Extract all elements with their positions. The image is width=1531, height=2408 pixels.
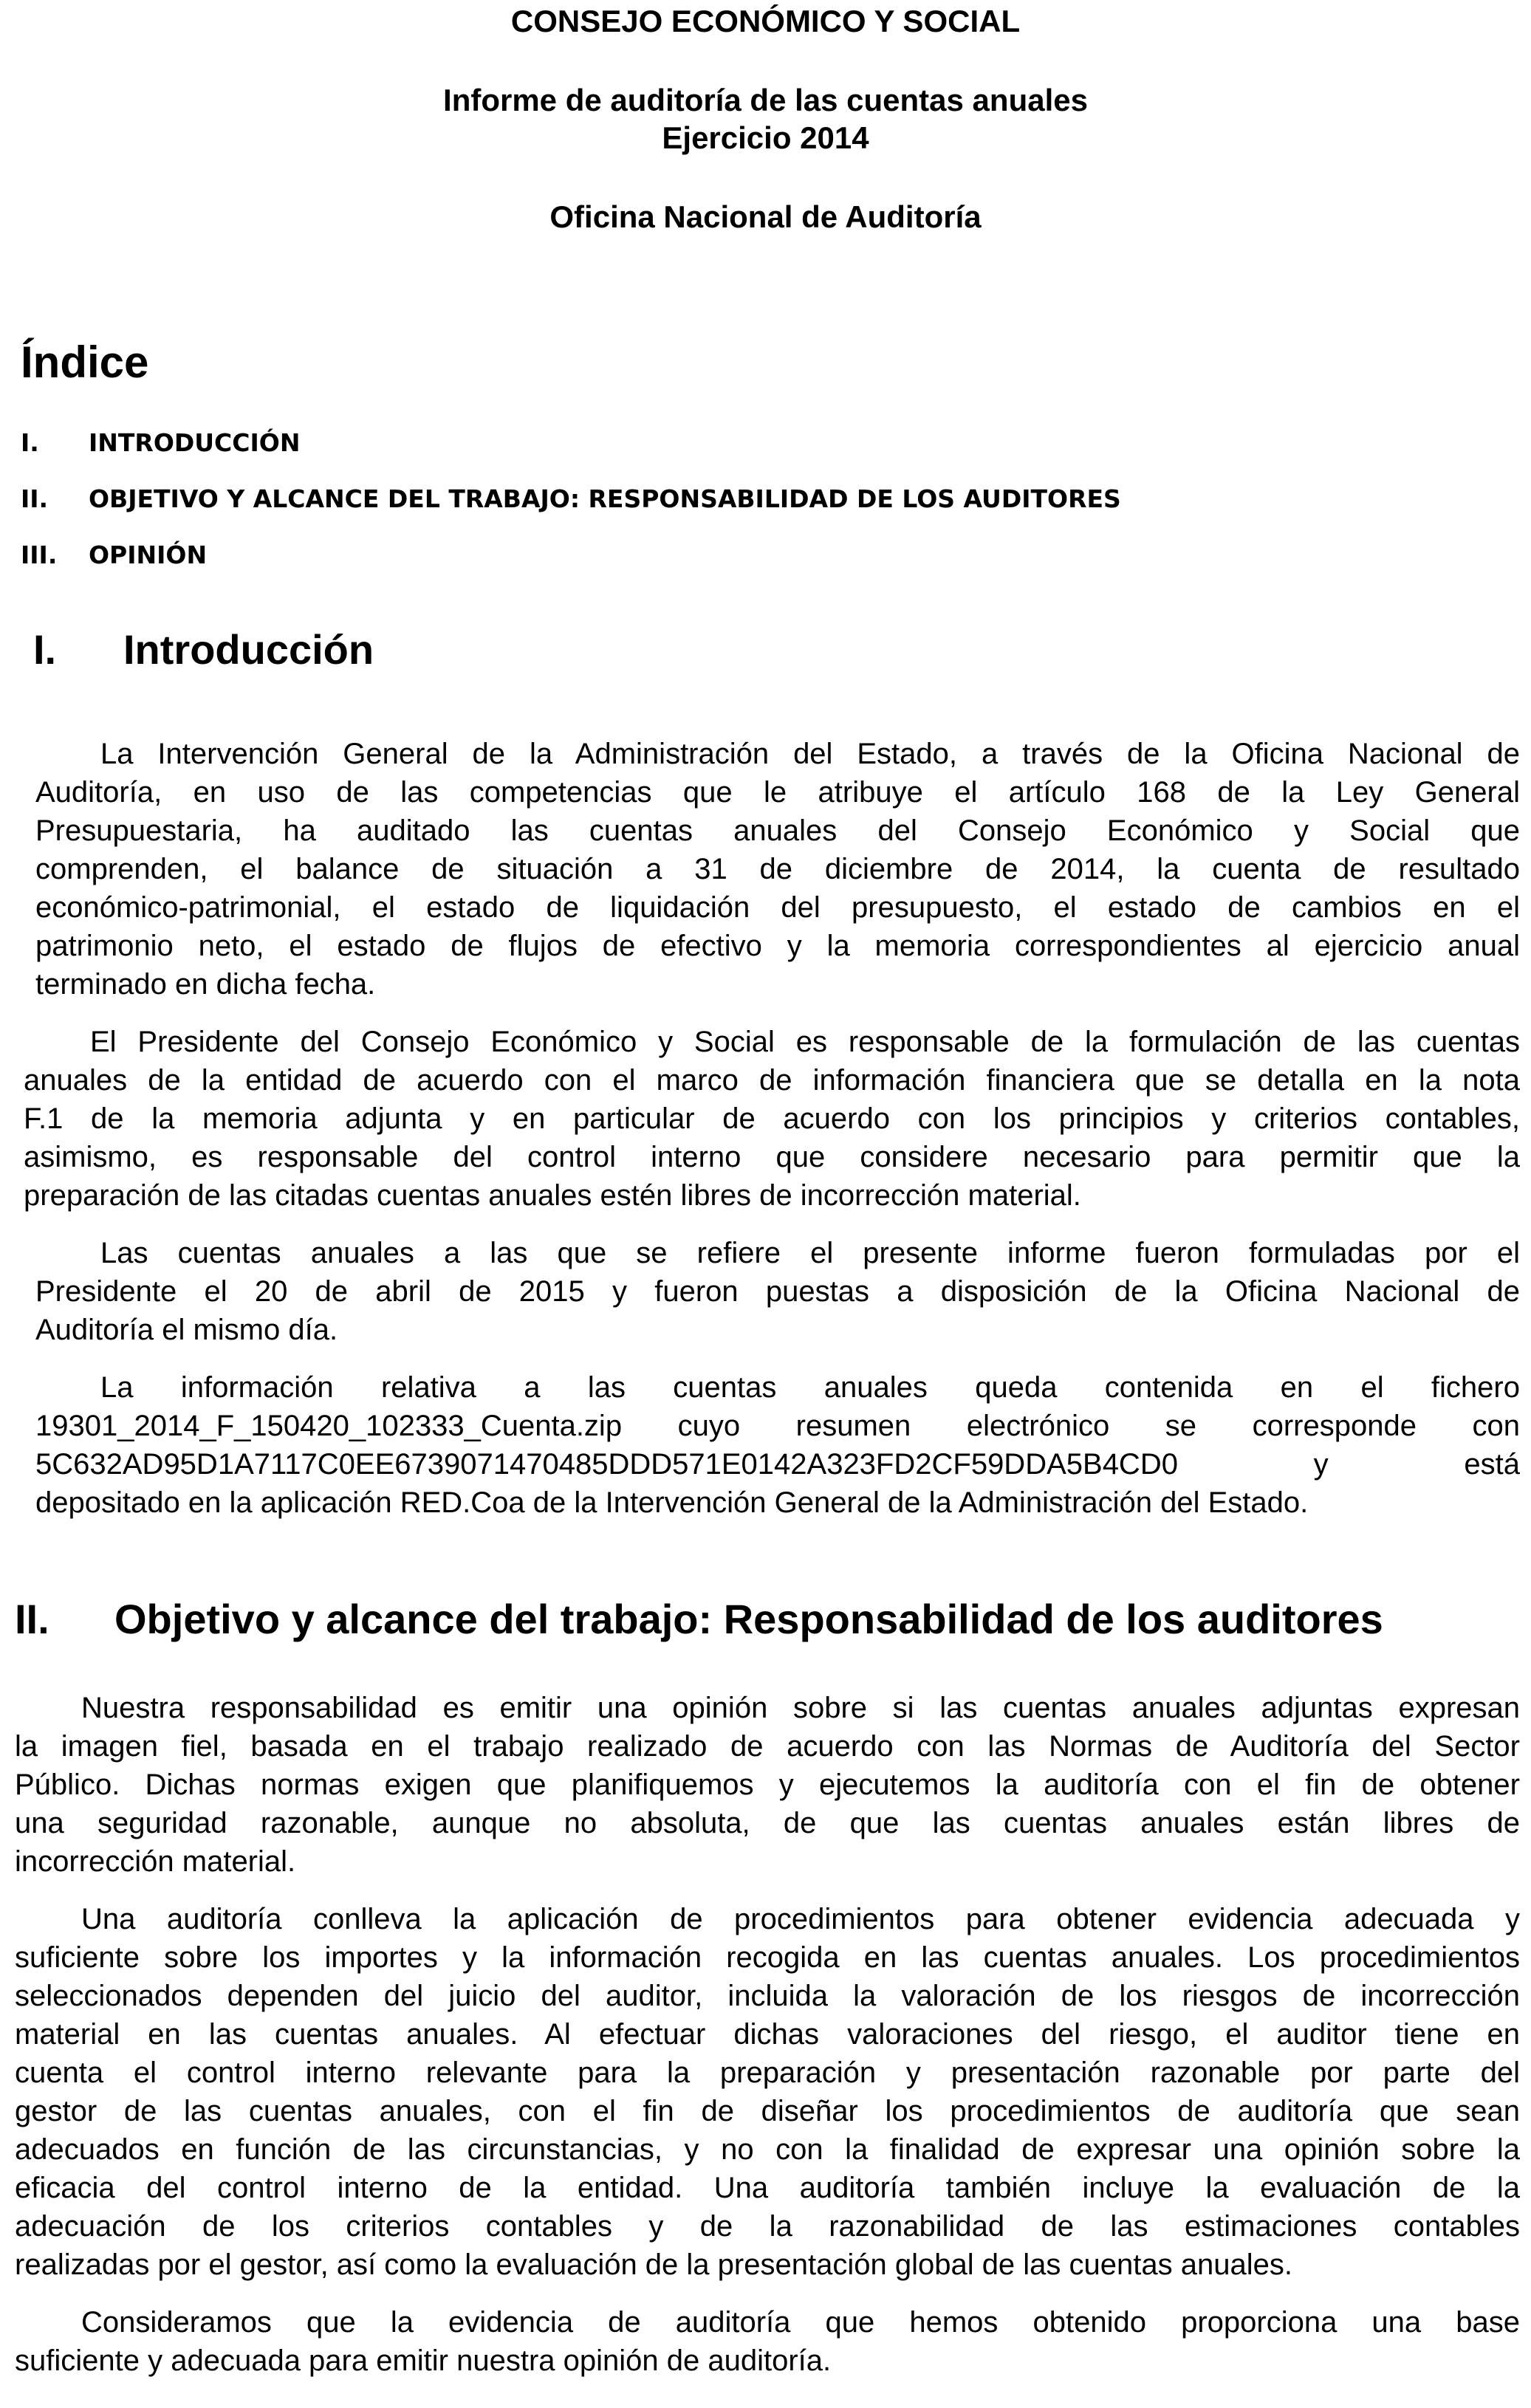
paragraph-line: económico-patrimonial, el estado de liquidación del presupuesto, el estado de cambios en el [35, 891, 1520, 924]
paragraph-line: Auditoría, en uso de las competencias que le atribuye el artículo 168 de la Ley General [35, 776, 1520, 809]
paragraph-line: material en las cuentas anuales. Al efectuar dichas valoraciones del riesgo, el auditor tiene en [15, 2018, 1520, 2051]
paragraph-line: La Intervención General de la Administración del Estado, a través de la Oficina Nacional de [100, 738, 1520, 770]
paragraph-line: comprenden, el balance de situación a 31 de diciembre de 2014, la cuenta de resultado [35, 853, 1520, 885]
paragraph-line: La información relativa a las cuentas anuales queda contenida en el fichero [100, 1371, 1520, 1404]
paragraph-line: eficacia del control interno de la entidad. Una auditoría también incluye la evaluación de la [15, 2172, 1520, 2204]
index-item-label: OBJETIVO Y ALCANCE DEL TRABAJO: RESPONSABILIDAD DE LOS AUDITORES [89, 484, 1121, 513]
index-item-label: OPINIÓN [89, 541, 208, 569]
paragraph-line: Consideramos que la evidencia de auditoría que hemos obtenido proporciona una base [81, 2306, 1520, 2339]
paragraph-line: anuales de la entidad de acuerdo con el marco de información financiera que se detalla en la nota [24, 1064, 1520, 1097]
paragraph-line: Presupuestaria, ha auditado las cuentas anuales del Consejo Económico y Social que [35, 814, 1520, 847]
index-item-number: I. [21, 428, 39, 457]
report-author: Oficina Nacional de Auditoría [549, 199, 982, 234]
index-item-label: INTRODUCCIÓN [89, 428, 301, 457]
paragraph-line: Público. Dichas normas exigen que planifiquemos y ejecutemos la auditoría con el fin de obtener [15, 1769, 1520, 1801]
section-heading [15, 1595, 1383, 1644]
paragraph-line: 5C632AD95D1A7117C0EE6739071470485DDD571E0142A323FD2CF59DDA5B4CD0 y está [35, 1448, 1520, 1481]
paragraph-line: adecuación de los criterios contables y de la razonabilidad de las estimaciones contables [15, 2210, 1520, 2243]
index-item [21, 541, 207, 570]
paragraph-line: patrimonio neto, el estado de flujos de efectivo y la memoria correspondientes al ejercicio anual [35, 930, 1520, 962]
report-title: Informe de auditoría de las cuentas anuales [443, 83, 1088, 117]
report-year: Ejercicio 2014 [662, 120, 869, 155]
section-title: Objetivo y alcance del trabajo: Responsabilidad de los auditores [114, 1596, 1383, 1642]
paragraph-line: Presidente el 20 de abril de 2015 y fueron puestas a disposición de la Oficina Nacional de [35, 1275, 1520, 1308]
paragraph-line: El Presidente del Consejo Económico y Social es responsable de la formulación de las cuentas [90, 1026, 1520, 1058]
paragraph-line: asimismo, es responsable del control interno que considere necesario para permitir que la [24, 1141, 1520, 1173]
paragraph-line: adecuados en función de las circunstancias, y no con la finalidad de expresar una opinión sobre la [15, 2133, 1520, 2166]
index-item-number: III. [21, 541, 58, 569]
index-title: Índice [21, 337, 149, 387]
section-number: II. [15, 1596, 49, 1642]
paragraph-line: gestor de las cuentas anuales, con el fin de diseñar los procedimientos de auditoría que sean [15, 2095, 1520, 2127]
paragraph-line: Una auditoría conlleva la aplicación de procedimientos para obtener evidencia adecuada y [81, 1903, 1520, 1935]
section-title: Introducción [123, 626, 374, 673]
paragraph-line: preparación de las citadas cuentas anuales estén libres de incorrección material. [24, 1179, 1081, 1212]
section-number: I. [33, 626, 57, 673]
index-item [21, 428, 300, 458]
paragraph-line: terminado en dicha fecha. [35, 968, 376, 1001]
paragraph-line: la imagen fiel, basada en el trabajo realizado de acuerdo con las Normas de Auditoría del Sector [15, 1730, 1520, 1763]
paragraph-line: depositado en la aplicación RED.Coa de la Intervención General de la Administración del Estado. [35, 1486, 1309, 1519]
paragraph-line: 19301_2014_F_150420_102333_Cuenta.zip cuyo resumen electrónico se corresponde con [35, 1410, 1520, 1442]
paragraph-line: cuenta el control interno relevante para la preparación y presentación razonable por parte del [15, 2057, 1520, 2089]
index-item-number: II. [21, 484, 49, 513]
paragraph-line: Auditoría el mismo día. [35, 1314, 338, 1346]
paragraph-line: F.1 de la memoria adjunta y en particular de acuerdo con los principios y criterios contables, [24, 1102, 1520, 1135]
paragraph-line: incorrección material. [15, 1845, 296, 1878]
paragraph-line: seleccionados dependen del juicio del auditor, incluida la valoración de los riesgos de incorrección [15, 1980, 1520, 2012]
index-item [21, 484, 1121, 514]
paragraph-line: suficiente y adecuada para emitir nuestra opinión de auditoría. [15, 2344, 832, 2377]
report-entity-title: CONSEJO ECONÓMICO Y SOCIAL [510, 4, 1021, 38]
paragraph-line: Las cuentas anuales a las que se refiere el presente informe fueron formuladas por el [100, 1237, 1520, 1269]
paragraph-line: suficiente sobre los importes y la información recogida en las cuentas anuales. Los procedimientos [15, 1941, 1520, 1974]
paragraph-line: Nuestra responsabilidad es emitir una opinión sobre si las cuentas anuales adjuntas expresan [81, 1692, 1520, 1724]
section-heading [33, 625, 374, 674]
paragraph-line: una seguridad razonable, aunque no absoluta, de que las cuentas anuales están libres de [15, 1807, 1520, 1839]
paragraph-line: realizadas por el gestor, así como la evaluación de la presentación global de las cuentas anuales. [15, 2249, 1292, 2281]
